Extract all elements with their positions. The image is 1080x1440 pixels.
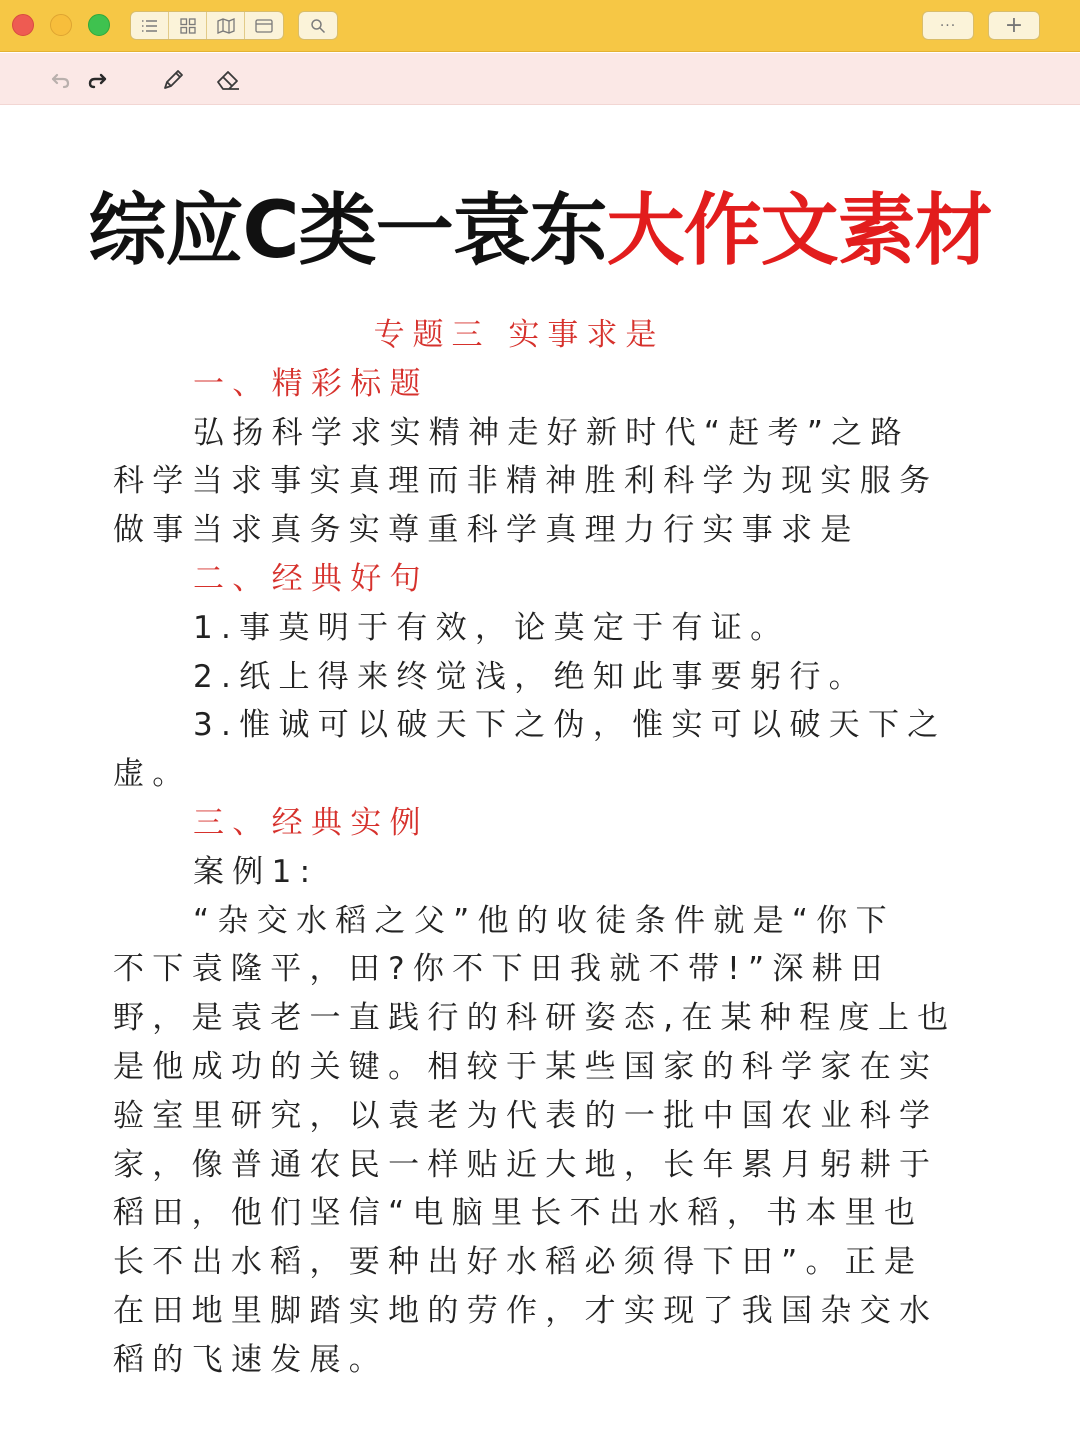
minimize-window-button[interactable] [50, 14, 72, 36]
map-view-button[interactable] [207, 12, 245, 39]
add-button[interactable] [989, 12, 1039, 39]
more-icon: ··· [939, 17, 957, 34]
case-line: 稻的飞速发展。 [113, 1341, 389, 1378]
undo-button[interactable] [46, 65, 76, 95]
editing-toolbar [0, 53, 1080, 105]
title-red-part: 大作文素材 [606, 186, 992, 276]
case-line: 家，像普通农民一样贴近大地，长年累月躬耕于 [113, 1146, 939, 1183]
case-line: 验室里研究，以袁老为代表的一批中国农业科学 [113, 1097, 939, 1134]
grid-view-button[interactable] [169, 12, 207, 39]
quote-line: 虚。 [113, 756, 192, 793]
quote-line: 3.惟诚可以破天下之伪，惟实可以破天下之 [193, 707, 947, 744]
section-heading-examples: 三、经典实例 [193, 804, 429, 841]
pencil-icon [160, 67, 186, 93]
grid-icon [180, 18, 196, 34]
map-icon [217, 18, 235, 34]
search-icon [310, 18, 326, 34]
close-window-button[interactable] [12, 14, 34, 36]
pen-tool-button[interactable] [158, 65, 188, 95]
section-heading-quotes: 二、经典好句 [193, 560, 429, 597]
quote-line: 2.纸上得来终觉浅，绝知此事要躬行。 [193, 658, 868, 695]
subject-heading: 专题三 实事求是 [373, 317, 665, 353]
title-black-part: 综应C类一袁东 [88, 186, 607, 276]
case-line: 稻田，他们坚信“电脑里长不出水稻，书本里也 [113, 1195, 924, 1232]
case-label: 案例1: [193, 853, 319, 890]
document-body [113, 311, 973, 1385]
add-segment [988, 11, 1040, 40]
redo-icon [86, 71, 108, 89]
document-title [0, 168, 1080, 280]
more-button[interactable] [923, 12, 973, 39]
undo-icon [50, 71, 72, 89]
case-line: “杂交水稻之父”他的收徒条件就是“你下 [193, 902, 895, 939]
view-mode-segmented-control [130, 11, 284, 40]
redo-button[interactable] [82, 65, 112, 95]
case-line: 在田地里脚踏实地的劳作，才实现了我国杂交水 [113, 1292, 939, 1329]
title-line: 弘扬科学求实精神走好新时代“赶考”之路 [193, 414, 910, 451]
plus-icon: + [1004, 12, 1024, 38]
case-line: 不下袁隆平，田?你不下田我就不带!”深耕田 [113, 951, 891, 988]
title-line: 做事当求真务实尊重科学真理力行实事求是 [113, 512, 860, 549]
case-line: 野，是袁老一直践行的科研姿态,在某种程度上也 [113, 1000, 957, 1037]
search-button[interactable] [299, 12, 337, 39]
case-line: 长不出水稻，要种出好水稻必须得下田”。正是 [113, 1244, 924, 1281]
search-segment [298, 11, 338, 40]
title-line: 科学当求事实真理而非精神胜利科学为现实服务 [113, 463, 939, 500]
eraser-icon [214, 67, 242, 93]
window-view-button[interactable] [245, 12, 283, 39]
list-view-button[interactable] [131, 12, 169, 39]
eraser-tool-button[interactable] [213, 65, 243, 95]
case-line: 是他成功的关键。相较于某些国家的科学家在实 [113, 1048, 939, 1085]
window-icon [255, 18, 273, 34]
quote-line: 1.事莫明于有效，论莫定于有证。 [193, 609, 790, 646]
more-segment [922, 11, 974, 40]
list-icon [141, 18, 159, 34]
zoom-window-button[interactable] [88, 14, 110, 36]
section-heading-titles: 一、精彩标题 [193, 365, 429, 402]
window-titlebar [0, 0, 1080, 52]
